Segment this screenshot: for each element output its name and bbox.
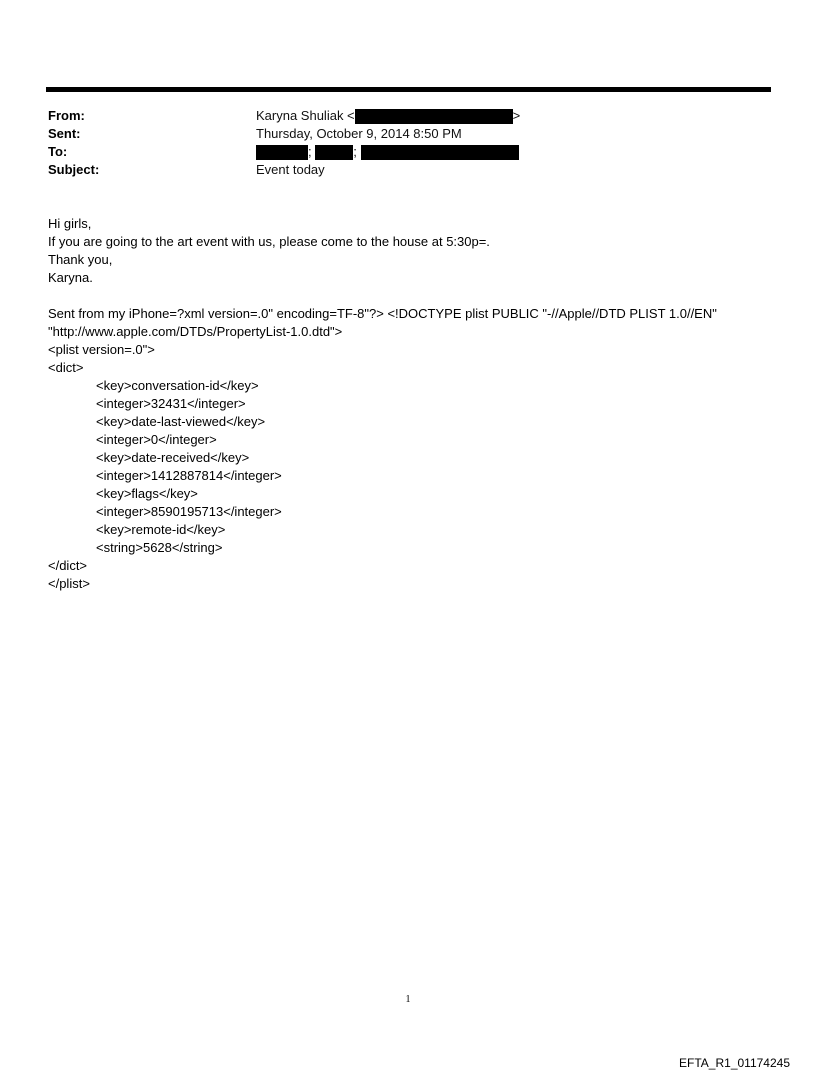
body-line: Karyna. [48, 270, 93, 285]
plist-line: <integer>1412887814</integer> [96, 468, 282, 483]
plist-line: <plist version=.0"> [48, 342, 155, 357]
subject-label: Subject: [48, 162, 100, 177]
plist-line: <key>conversation-id</key> [96, 378, 259, 393]
signature-line: "http://www.apple.com/DTDs/PropertyList-1.0.dtd"> [48, 324, 343, 339]
plist-line: <dict> [48, 360, 84, 375]
plist-line: <integer>0</integer> [96, 432, 217, 447]
page-number: 1 [405, 994, 411, 1005]
header-rule [46, 87, 771, 92]
to-separator: ; [308, 144, 312, 159]
from-label: From: [48, 108, 85, 123]
message-body [48, 215, 788, 593]
spacer [48, 287, 788, 305]
sent-value: Thursday, October 9, 2014 8:50 PM [256, 126, 462, 141]
signature-line: Sent from my iPhone=?xml version=.0" encoding=TF-8"?> <!DOCTYPE plist PUBLIC "-//Apple//DTD PLIST 1.0//EN" [48, 306, 717, 321]
from-close: > [512, 108, 521, 123]
body-line: Thank you, [48, 252, 113, 267]
plist-line: <key>flags</key> [96, 486, 198, 501]
plist-line: <integer>8590195713</integer> [96, 504, 282, 519]
sent-label: Sent: [48, 126, 81, 141]
from-value [256, 107, 520, 125]
plist-line: <string>5628</string> [96, 540, 223, 555]
plist-line: <key>date-last-viewed</key> [96, 414, 266, 429]
redaction-box [256, 145, 308, 160]
subject-value: Event today [256, 162, 325, 177]
to-value [256, 143, 519, 161]
plist-line: </plist> [48, 576, 90, 591]
plist-line: </dict> [48, 558, 88, 573]
to-label: To: [48, 144, 68, 159]
plist-line: <integer>32431</integer> [96, 396, 246, 411]
redaction-box [355, 109, 513, 124]
plist-line: <key>remote-id</key> [96, 522, 226, 537]
body-line: If you are going to the art event with us, please come to the house at 5:30p=. [48, 234, 490, 249]
to-separator: ; [353, 144, 357, 159]
plist-line: <key>date-received</key> [96, 450, 250, 465]
from-name: Karyna Shuliak < [256, 108, 355, 123]
document-id: EFTA_R1_01174245 [679, 1056, 790, 1070]
redaction-box [361, 145, 519, 160]
greeting: Hi girls, [48, 216, 92, 231]
redaction-box [315, 145, 353, 160]
